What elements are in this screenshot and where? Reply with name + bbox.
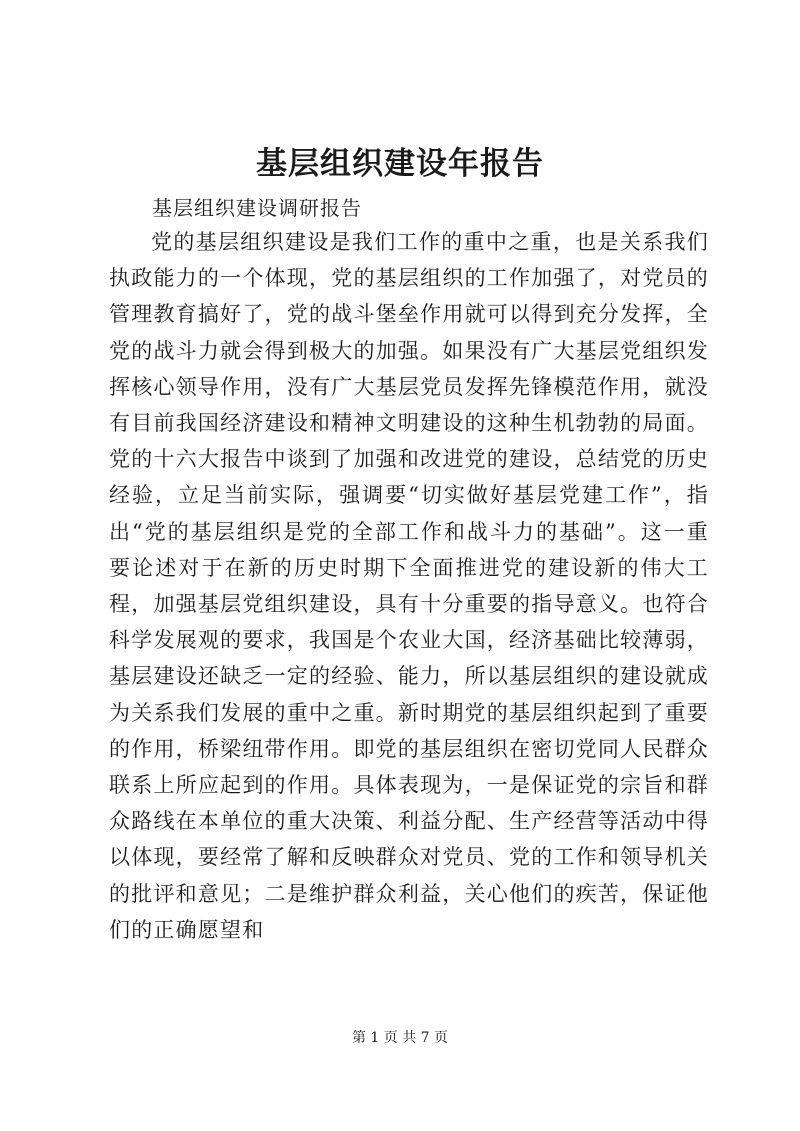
body-paragraph: 党的基层组织建设是我们工作的重中之重，也是关系我们执政能力的一个体现，党的基层组织的工作加强了，对党员的管理教育搞好了，党的战斗堡垒作用就可以得到充分发挥，全党的战斗力就会得到极大的加强。如果没有广大基层党组织发挥核心领导作用，没有广大基层党员发挥先锋模范作用，就没有目前我国经济建设和精神文明建设的这种生机勃勃的局面。党的十六大报告中谈到了加强和改进党的建设，总结党的历史经验，立足当前实际，强调要“切实做好基层党建工作”，指出“党的基层组织是党的全部工作和战斗力的基础”。这一重要论述对于在新的历史时期下全面推进党的建设新的伟大工程，加强基层党组织建设，具有十分重要的指导意义。也符合科学发展观的要求，我国是个农业大国，经济基础比较薄弱，基层建设还缺乏一定的经验、能力，所以基层组织的建设就成为关系我们发展的重中之重。新时期党的基层组织起到了重要的作用，桥梁纽带作用。即党的基层组织在密切党同人民群众联系上所应起到的作用。具体表现为，一是保证党的宗旨和群众路线在本单位的重大决策、利益分配、生产经营等活动中得以体现，要经常了解和反映群众对党员、党的工作和领导机关的批评和意见；二是维护群众利益，关心他们的疾苦，保证他们的正确愿望和 bbox=[109, 230, 709, 942]
page-footer: 第 1 页 共 7 页 bbox=[351, 1030, 449, 1046]
document-title: 基层组织建设年报告 bbox=[256, 146, 544, 182]
document-subtitle: 基层组织建设调研报告 bbox=[152, 196, 362, 220]
